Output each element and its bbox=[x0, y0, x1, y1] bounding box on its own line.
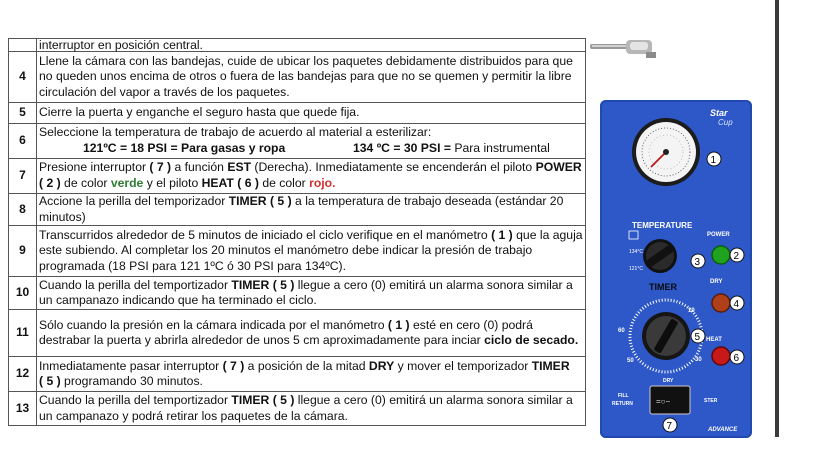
table-row bbox=[9, 159, 586, 194]
panel-illustration bbox=[600, 100, 752, 438]
row-number: 8 bbox=[9, 194, 37, 226]
svg-text:6: 6 bbox=[733, 353, 740, 364]
row-text: Accione la perilla del temporizador TIMER ( 5 ) a la temperatura de trabajo deseada (estándar 20 minutos) bbox=[37, 194, 586, 226]
instructions-table-container bbox=[8, 38, 586, 437]
temperature-selector-icons bbox=[629, 231, 643, 272]
svg-text:FILL: FILL bbox=[618, 393, 629, 399]
temp-option-134: 134 ºC = 30 PSI = Para instrumental bbox=[353, 141, 550, 155]
svg-text:Cup: Cup bbox=[718, 118, 733, 127]
row-text: Presione interruptor ( 7 ) a función EST (Derecha). Inmediatamente se encenderán el piloto POWER ( 2 ) de color verde y el piloto HEAT ( 6 ) de color rojo. bbox=[37, 159, 586, 194]
brand-logo bbox=[710, 108, 733, 127]
row-number: 10 bbox=[9, 277, 37, 310]
svg-text:4: 4 bbox=[733, 299, 740, 310]
temperature-options bbox=[39, 141, 583, 157]
svg-text:RETURN: RETURN bbox=[612, 401, 633, 407]
instructions-table bbox=[8, 38, 586, 426]
table-row bbox=[9, 392, 586, 426]
svg-text:121°C: 121°C bbox=[629, 266, 643, 272]
temperature-label: TEMPERATURE bbox=[632, 221, 693, 230]
row-number: 9 bbox=[9, 226, 37, 277]
autoclave-valve-image bbox=[590, 38, 658, 60]
svg-text:3: 3 bbox=[694, 257, 701, 268]
row-number: 7 bbox=[9, 159, 37, 194]
svg-text:5: 5 bbox=[694, 332, 701, 343]
row-text: Inmediatamente pasar interruptor ( 7 ) a posición de la mitad DRY y mover el temporizador TIMER ( 5 ) programando 30 minutos. bbox=[37, 357, 586, 392]
row-text: Cuando la perilla del temportizador TIMER ( 5 ) llegue a cero (0) emitirá un alarma sonora similar a un campanazo y podrá retirar los paquetes de la cámara. bbox=[37, 392, 586, 426]
callout-3 bbox=[691, 254, 705, 268]
temperature-knob[interactable] bbox=[643, 239, 677, 273]
maker-logo: ADVANCE bbox=[708, 427, 738, 433]
row-text: Transcurridos alrededor de 5 minutos de iniciado el ciclo verifique en el manómetro ( 1 ) que la aguja este subiendo. Al completar los 20 minutos el manómetro debe indicar la presión de trabajo programada (18 PSI para 121 1ºC ó 30 PSI para 134ºC). bbox=[37, 226, 586, 277]
mode-switch[interactable] bbox=[650, 386, 690, 414]
svg-text:Star: Star bbox=[710, 108, 728, 118]
temp-option-121: 121ºC = 18 PSI = Para gasas y ropa bbox=[83, 141, 286, 155]
row-text: Sólo cuando la presión en la cámara indicada por el manómetro ( 1 ) esté en cero (0) podrá destrabar la puerta y abrirla alrededor de unos 5 cm aproximadamente para inciar ciclo de secado. bbox=[37, 310, 586, 357]
callout-1 bbox=[707, 152, 721, 166]
table-row bbox=[9, 310, 586, 357]
timer-label: TIMER bbox=[649, 282, 677, 292]
row-text: interruptor en posición central. bbox=[37, 39, 586, 52]
autoclave-control-panel bbox=[600, 100, 752, 438]
svg-text:=○−: =○− bbox=[656, 397, 671, 406]
power-indicator-led bbox=[712, 246, 730, 264]
heat-label: HEAT bbox=[706, 337, 722, 343]
table-row bbox=[9, 52, 586, 103]
table-row bbox=[9, 124, 586, 159]
row-number: 13 bbox=[9, 392, 37, 426]
row-number: 12 bbox=[9, 357, 37, 392]
svg-text:1: 1 bbox=[710, 155, 717, 166]
table-row bbox=[9, 39, 586, 52]
row-text bbox=[37, 124, 586, 159]
callout-6 bbox=[730, 350, 744, 364]
page-edge-divider bbox=[775, 0, 779, 437]
callout-5 bbox=[691, 329, 705, 343]
svg-text:30: 30 bbox=[695, 357, 702, 363]
svg-text:134°C: 134°C bbox=[629, 249, 643, 255]
row-number: 6 bbox=[9, 124, 37, 159]
row-text: Llene la cámara con las bandejas, cuide de ubicar los paquetes debidamente distribuidos para que no queden unos encima de otros o fuera de las bandejas para que no se quemen y permitir la libre circulación del vapor a través de los paquetes. bbox=[37, 52, 586, 103]
table-row bbox=[9, 194, 586, 226]
temperature-instruction: Seleccione la temperatura de trabajo de acuerdo al material a esterilizar: bbox=[39, 125, 432, 140]
svg-text:7: 7 bbox=[666, 421, 673, 432]
row-number: 11 bbox=[9, 310, 37, 357]
pressure-gauge bbox=[632, 118, 700, 186]
row-number: 4 bbox=[9, 52, 37, 103]
heat-indicator-led bbox=[712, 347, 730, 365]
row-text: Cierre la puerta y enganche el seguro hasta que quede fija. bbox=[37, 103, 586, 124]
row-text: Cuando la perilla del temportizador TIMER ( 5 ) llegue a cero (0) emitirá un alarma sonora similar a un campanazo indicando que ha terminado el ciclo. bbox=[37, 277, 586, 310]
svg-text:10: 10 bbox=[688, 308, 695, 314]
svg-text:50: 50 bbox=[627, 358, 634, 364]
dry-label: DRY bbox=[710, 279, 723, 285]
table-row bbox=[9, 357, 586, 392]
table-row bbox=[9, 103, 586, 124]
power-label: POWER bbox=[707, 232, 730, 238]
svg-text:2: 2 bbox=[733, 251, 740, 262]
svg-text:STER: STER bbox=[704, 398, 718, 404]
row-number bbox=[9, 39, 37, 52]
callout-4 bbox=[730, 296, 744, 310]
table-row bbox=[9, 226, 586, 277]
timer-knob[interactable] bbox=[618, 300, 702, 372]
dry-indicator-led bbox=[712, 294, 730, 312]
callout-2 bbox=[730, 248, 744, 262]
row-number: 5 bbox=[9, 103, 37, 124]
svg-text:DRY: DRY bbox=[663, 378, 674, 384]
svg-text:60: 60 bbox=[618, 328, 625, 334]
callout-7 bbox=[663, 418, 677, 432]
table-row bbox=[9, 277, 586, 310]
